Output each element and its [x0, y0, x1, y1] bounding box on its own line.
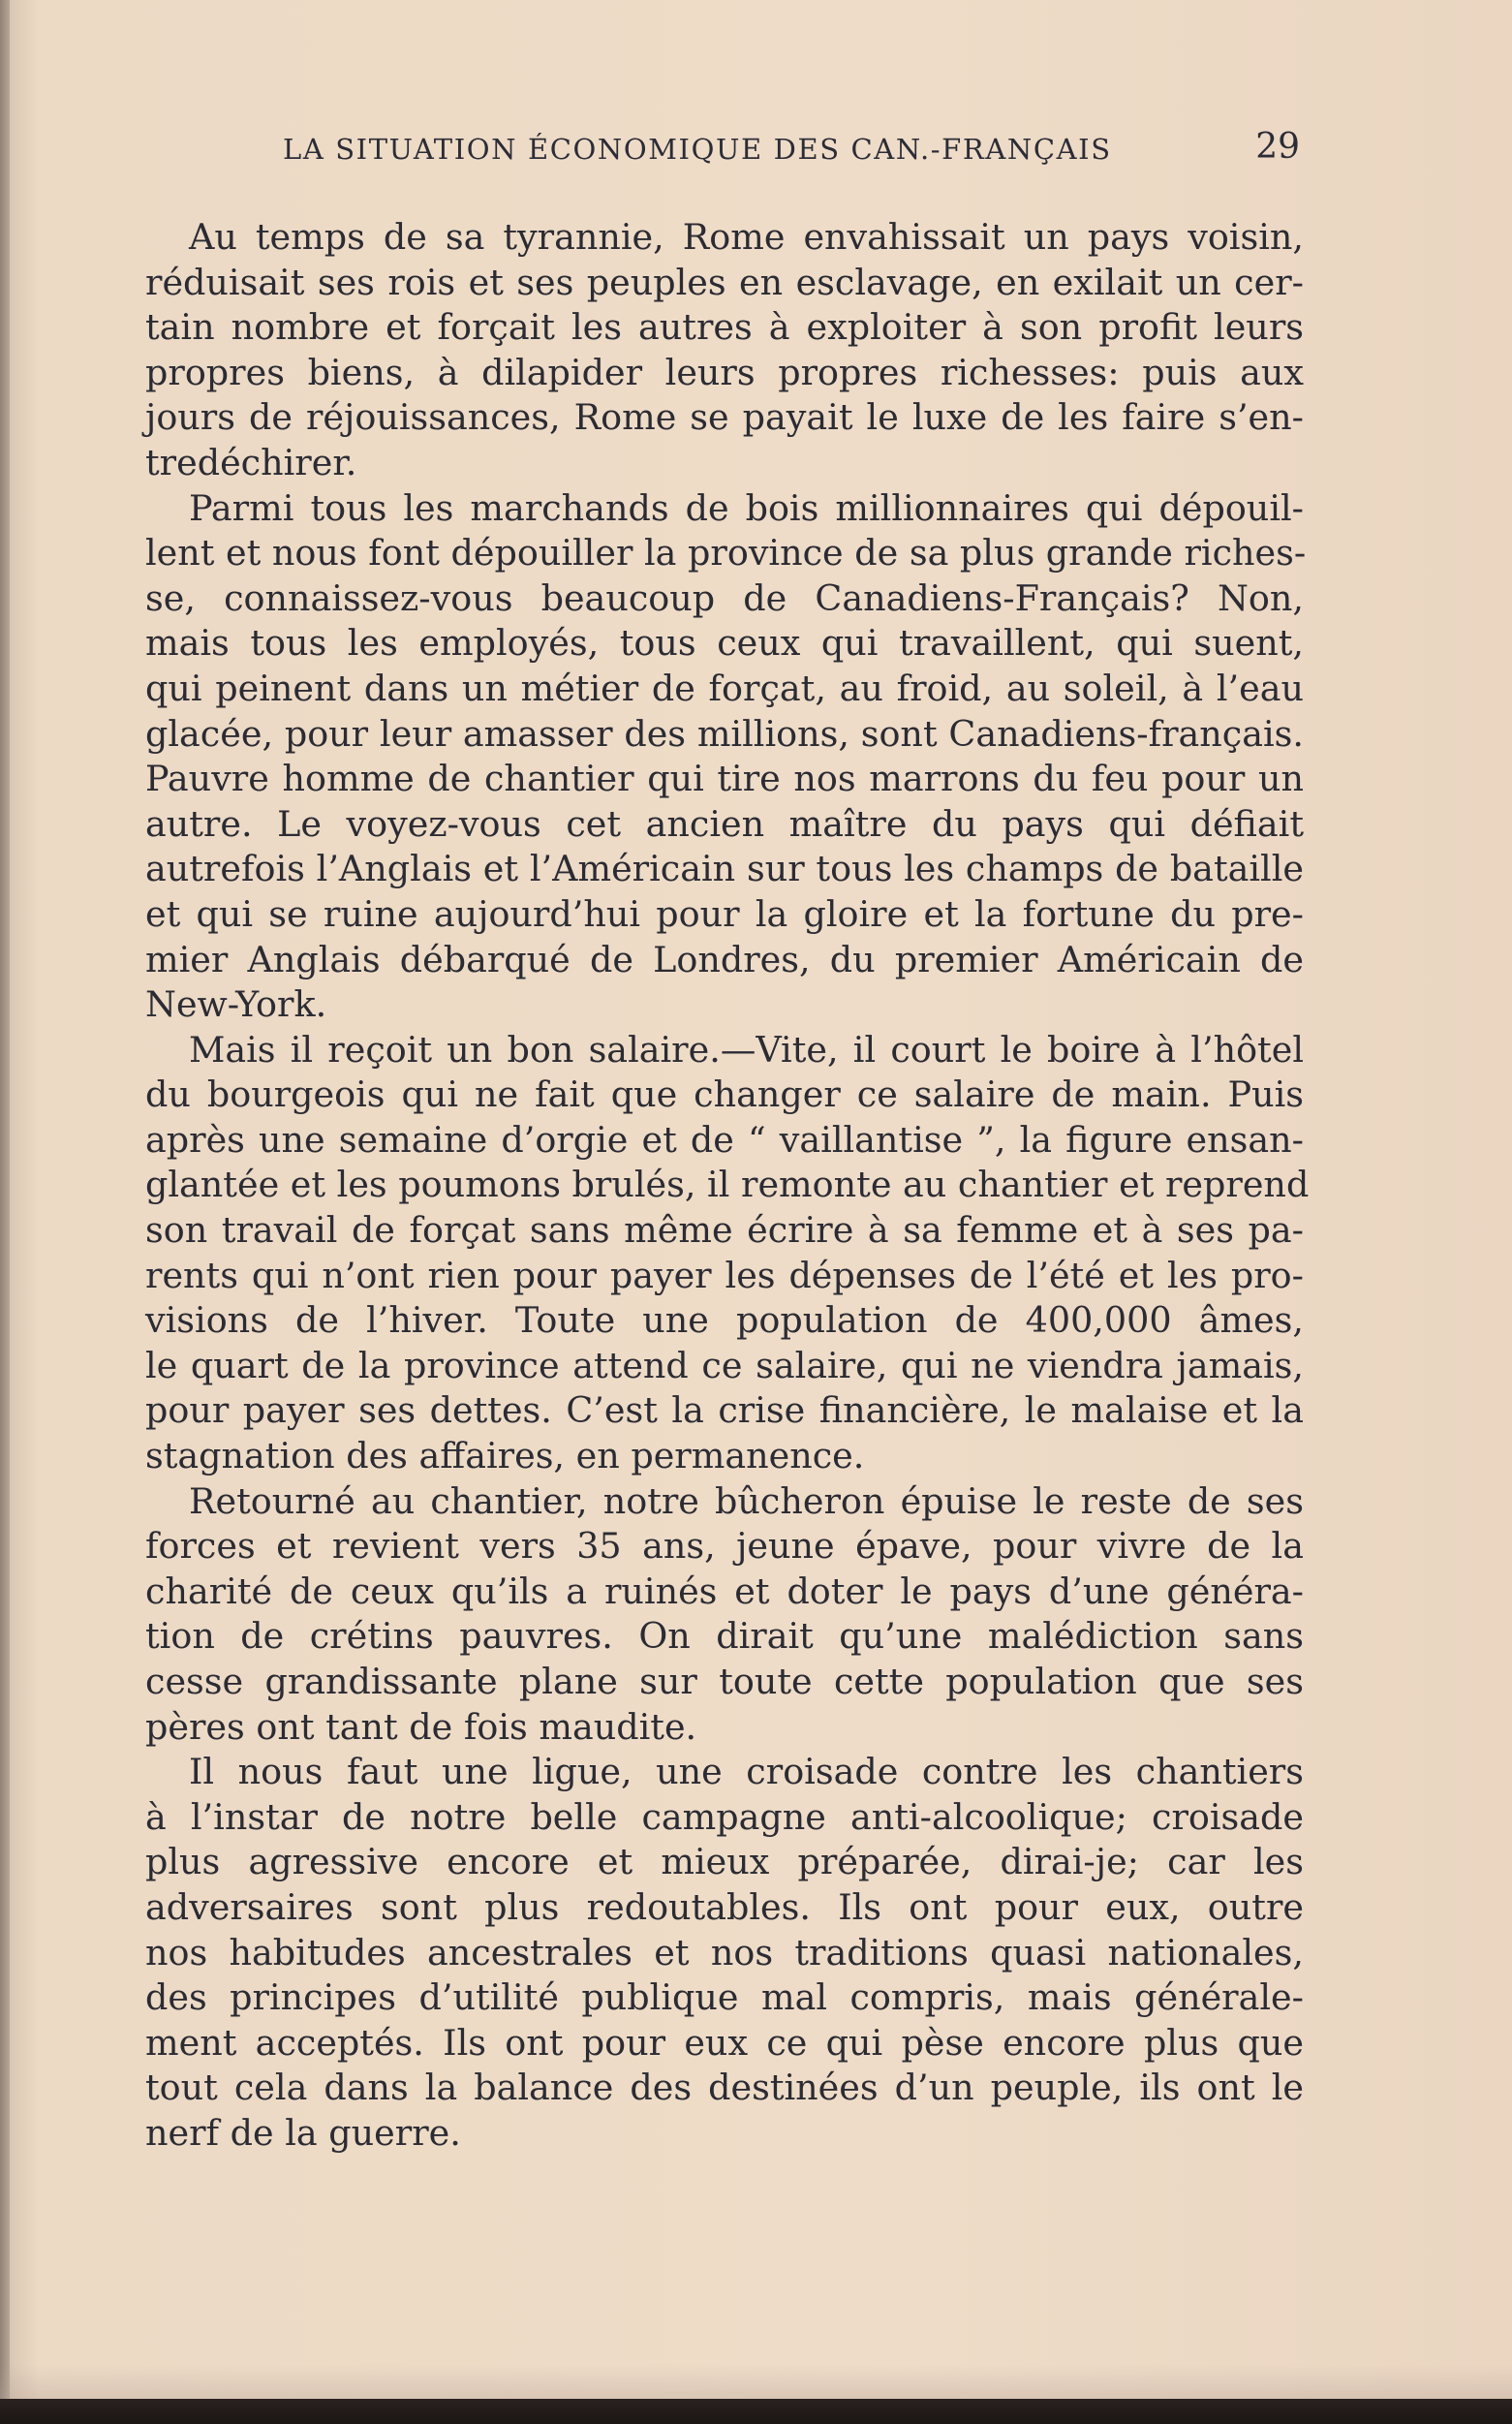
text-line: autre. Le voyez-vous cet ancien maître du pays qui défiait — [145, 802, 1304, 845]
text-line: du bourgeois qui ne fait que changer ce salaire de main. Puis — [145, 1073, 1304, 1116]
text-line: à l’instar de notre belle campagne anti-alcoolique; croisade — [145, 1795, 1304, 1838]
text-line: pour payer ses dettes. C’est la crise financière, le malaise et la — [145, 1389, 1304, 1432]
body-text — [145, 215, 1310, 2157]
text-line: son travail de forçat sans même écrire à sa femme et à ses pa- — [145, 1209, 1304, 1252]
running-head — [283, 127, 1300, 175]
paragraph-1 — [145, 215, 1304, 486]
text-line: visions de l’hiver. Toute une population de 400,000 âmes, — [145, 1299, 1304, 1342]
text-line: adversaires sont plus redoutables. Ils ont pour eux, outre — [145, 1885, 1304, 1928]
text-line: lent et nous font dépouiller la province de sa plus grande riches- — [145, 532, 1307, 575]
text-line: propres biens, à dilapider leurs propres richesses: puis aux — [145, 351, 1304, 393]
text-line: tredéchirer. — [145, 441, 357, 483]
text-line: mier Anglais débarqué de Londres, du premier Américain de — [145, 938, 1304, 980]
text-line: autrefois l’Anglais et l’Américain sur tous les champs de bataille — [145, 848, 1304, 890]
text-line: Pauvre homme de chantier qui tire nos marrons du feu pour un — [145, 758, 1304, 800]
binding-edge — [0, 0, 10, 2424]
text-line: Il nous faut une ligue, une croisade contre les chantiers — [189, 1751, 1304, 1793]
text-line: se, connaissez-vous beaucoup de Canadiens-Français? Non, — [145, 576, 1304, 619]
text-line: glantée et les poumons brulés, il remonte au chantier et reprend — [145, 1164, 1310, 1206]
text-line: Retourné au chantier, notre bûcheron épuise le reste de ses — [189, 1479, 1304, 1522]
text-line: charité de ceux qu’ils a ruinés et doter le pays d’une généra- — [145, 1569, 1304, 1612]
text-line: qui peinent dans un métier de forçat, au froid, au soleil, à l’eau — [145, 667, 1304, 709]
running-title: LA SITUATION ÉCONOMIQUE DES CAN.-FRANÇAIS — [283, 133, 1112, 166]
paragraph-3 — [145, 1028, 1310, 1479]
text-line: glacée, pour leur amasser des millions, sont Canadiens-français. — [145, 712, 1304, 755]
text-line: le quart de la province attend ce salaire, qui ne viendra jamais, — [145, 1344, 1304, 1386]
text-line: mais tous les employés, tous ceux qui travaillent, qui suent, — [145, 622, 1304, 665]
text-line: ment acceptés. Ils ont pour eux ce qui pèse encore plus que — [145, 2021, 1304, 2064]
text-line: New-York. — [145, 983, 327, 1026]
text-line: jours de réjouissances, Rome se payait le luxe de les faire s’en- — [145, 396, 1304, 439]
text-line: après une semaine d’orgie et de “ vaillantise ”, la figure ensan- — [145, 1118, 1304, 1161]
text-line: Au temps de sa tyrannie, Rome envahissait un pays voisin, — [189, 216, 1304, 258]
page-number: 29 — [1255, 127, 1300, 167]
text-line: nerf de la guerre. — [145, 2111, 461, 2154]
text-line: rents qui n’ont rien pour payer les dépenses de l’été et les pro- — [145, 1254, 1304, 1296]
text-line: tion de crétins pauvres. On dirait qu’une malédiction sans — [145, 1615, 1304, 1658]
text-line: tout cela dans la balance des destinées d’un peuple, ils ont le — [145, 2067, 1304, 2109]
paragraph-2 — [145, 486, 1307, 1028]
text-line: forces et revient vers 35 ans, jeune épave, pour vivre de la — [145, 1525, 1304, 1568]
text-line: tain nombre et forçait les autres à exploiter à son profit leurs — [145, 306, 1304, 349]
page-bottom-shadow — [0, 2364, 1512, 2399]
paragraph-5 — [145, 1750, 1304, 2156]
text-line: stagnation des affaires, en permanence. — [145, 1435, 865, 1477]
text-line: plus agressive encore et mieux préparée, dirai-je; car les — [145, 1841, 1304, 1883]
text-line: Mais il reçoit un bon salaire.—Vite, il court le boire à l’hôtel — [189, 1028, 1304, 1071]
text-line: et qui se ruine aujourd’hui pour la gloire et la fortune du pre- — [145, 892, 1304, 935]
scan-bottom-edge — [0, 2399, 1512, 2424]
text-line: Parmi tous les marchands de bois millionnaires qui dépouil- — [189, 486, 1304, 529]
text-line: nos habitudes ancestrales et nos traditions quasi nationales, — [145, 1931, 1304, 1973]
text-line: pères ont tant de fois maudite. — [145, 1705, 697, 1748]
paragraph-4 — [145, 1479, 1304, 1751]
text-line: cesse grandissante plane sur toute cette population que ses — [145, 1661, 1304, 1702]
text-line: réduisait ses rois et ses peuples en esclavage, en exilait un cer- — [145, 261, 1304, 303]
text-line: des principes d’utilité publique mal compris, mais générale- — [145, 1976, 1304, 2019]
